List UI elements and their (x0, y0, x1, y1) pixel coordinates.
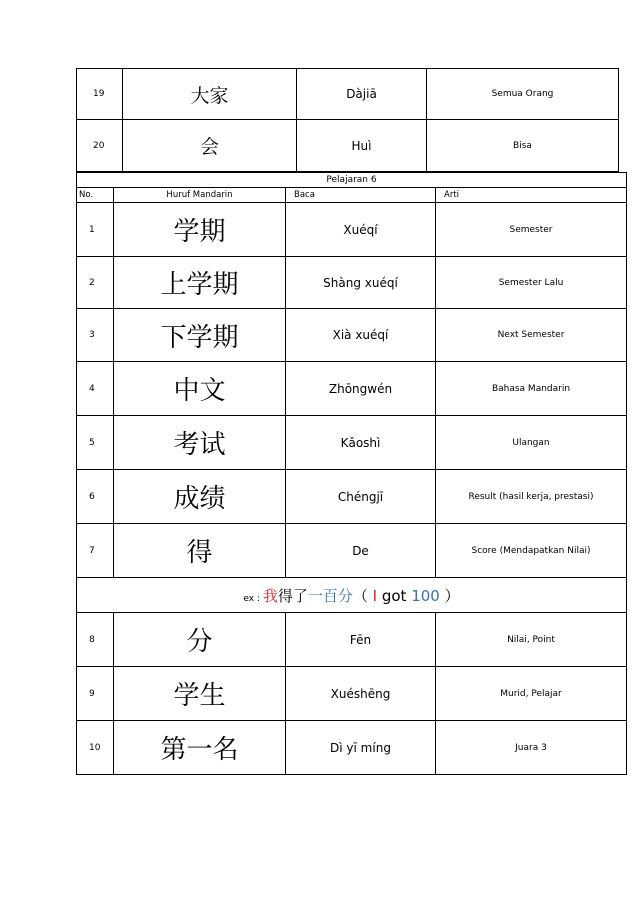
example-wo: 我 (262, 586, 278, 605)
example-sentence (77, 578, 627, 613)
meaning-cell: Semester (436, 203, 627, 257)
pinyin-cell: Huì (297, 120, 427, 172)
row-number: 4 (77, 362, 114, 416)
pinyin-cell: Xià xuéqí (286, 309, 436, 362)
meaning-cell: Nilai, Point (436, 613, 627, 667)
hanzi-cell: 成绩 (114, 470, 286, 524)
row-number: 19 (77, 69, 123, 120)
meaning-cell: Ulangan (436, 416, 627, 470)
table-row (77, 257, 627, 309)
row-number: 10 (77, 721, 114, 775)
hanzi-cell: 上学期 (114, 257, 286, 309)
hanzi-cell: 第一名 (114, 721, 286, 775)
row-number: 3 (77, 309, 114, 362)
table-row (77, 613, 627, 667)
example-prefix: ex : (243, 593, 263, 604)
header-arti: Arti (436, 188, 627, 203)
meaning-cell: Bahasa Mandarin (436, 362, 627, 416)
table-row (77, 524, 627, 578)
pinyin-cell: Xuéshēng (286, 667, 436, 721)
table-row (77, 667, 627, 721)
hanzi-cell: 分 (114, 613, 286, 667)
table-row (77, 470, 627, 524)
table-row (77, 721, 627, 775)
hanzi-cell: 下学期 (114, 309, 286, 362)
row-number: 9 (77, 667, 114, 721)
pinyin-cell: Dàjiā (297, 69, 427, 120)
table-row (77, 416, 627, 470)
example-yibaifen: 一百分 (307, 586, 353, 605)
row-number: 5 (77, 416, 114, 470)
table-row (77, 309, 627, 362)
header-baca: Baca (286, 188, 436, 203)
hanzi-cell: 会 (123, 120, 297, 172)
table-row (77, 362, 627, 416)
meaning-cell: Score (Mendapatkan Nilai) (436, 524, 627, 578)
meaning-cell: Bisa (427, 120, 619, 172)
pinyin-cell: Fēn (286, 613, 436, 667)
row-number: 6 (77, 470, 114, 524)
meaning-cell: Result (hasil kerja, prestasi) (436, 470, 627, 524)
table-row (77, 69, 619, 120)
hanzi-cell: 中文 (114, 362, 286, 416)
example-paren-open: （ (352, 586, 373, 605)
meaning-cell: Murid, Pelajar (436, 667, 627, 721)
example-row (77, 578, 627, 613)
example-dele: 得了 (277, 586, 308, 605)
example-i: I (372, 586, 378, 605)
pinyin-cell: De (286, 524, 436, 578)
table-row (77, 203, 627, 257)
lesson-title: Pelajaran 6 (77, 173, 627, 188)
table-title-row (77, 173, 627, 188)
hanzi-cell: 学生 (114, 667, 286, 721)
header-hanzi: Huruf Mandarin (114, 188, 286, 203)
meaning-cell: Juara 3 (436, 721, 627, 775)
lesson-vocab-table (76, 172, 627, 775)
example-number: 100 (411, 586, 440, 605)
pinyin-cell: Zhōngwén (286, 362, 436, 416)
row-number: 8 (77, 613, 114, 667)
hanzi-cell: 得 (114, 524, 286, 578)
table-row (77, 120, 619, 172)
pinyin-cell: Xuéqí (286, 203, 436, 257)
hanzi-cell: 学期 (114, 203, 286, 257)
row-number: 7 (77, 524, 114, 578)
previous-vocab-table (76, 68, 619, 172)
pinyin-cell: Kǎoshì (286, 416, 436, 470)
example-got: got (377, 586, 412, 605)
row-number: 2 (77, 257, 114, 309)
header-row (77, 188, 627, 203)
hanzi-cell: 大家 (123, 69, 297, 120)
example-paren-close: ） (439, 586, 460, 605)
pinyin-cell: Shàng xuéqí (286, 257, 436, 309)
hanzi-cell: 考试 (114, 416, 286, 470)
meaning-cell: Next Semester (436, 309, 627, 362)
row-number: 20 (77, 120, 123, 172)
row-number: 1 (77, 203, 114, 257)
pinyin-cell: Chéngjī (286, 470, 436, 524)
meaning-cell: Semua Orang (427, 69, 619, 120)
meaning-cell: Semester Lalu (436, 257, 627, 309)
pinyin-cell: Dì yī míng (286, 721, 436, 775)
header-no: No. (77, 188, 114, 203)
